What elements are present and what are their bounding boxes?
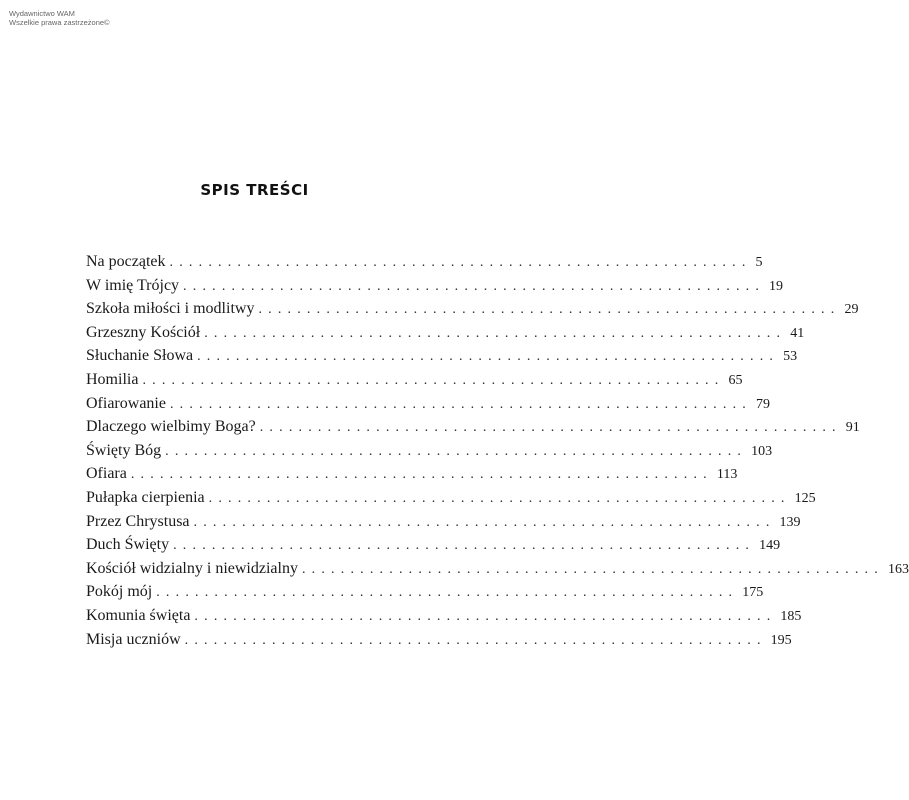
toc-entry-title: Pokój mój	[86, 583, 153, 601]
toc-entry	[86, 488, 816, 513]
toc-dot-leader: ............................................................	[259, 420, 842, 436]
toc-entry	[86, 630, 792, 655]
toc-entry-page-number: 139	[779, 514, 801, 530]
toc-entry	[86, 606, 802, 631]
toc-entry-title: Komunia święta	[86, 606, 191, 624]
copyright-notice: Wszelkie prawa zastrzeżone©	[9, 18, 110, 27]
toc-entry	[86, 559, 909, 584]
toc-entry	[86, 465, 738, 489]
toc-entry-title: Homilia	[86, 370, 139, 388]
toc-entry	[86, 300, 859, 324]
toc-entry-page-number: 53	[783, 349, 798, 365]
toc-dot-leader: ............................................................	[156, 585, 739, 601]
toc-entry-page-number: 5	[755, 255, 763, 270]
toc-entry	[86, 418, 860, 442]
table-of-contents	[86, 253, 909, 654]
toc-entry-title: Ofiarowanie	[86, 394, 166, 412]
toc-entry-page-number: 79	[755, 396, 770, 412]
toc-dot-leader: ............................................................	[173, 538, 756, 554]
toc-entry	[86, 323, 805, 348]
toc-dot-leader: ............................................................	[258, 302, 841, 318]
toc-dot-leader: ............................................................	[130, 467, 713, 483]
toc-dot-leader: ............................................................	[169, 255, 752, 270]
toc-dot-leader: ............................................................	[193, 514, 776, 530]
toc-dot-leader: ............................................................	[169, 396, 752, 412]
toc-entry-page-number: 125	[794, 490, 816, 506]
toc-entry-page-number: 19	[769, 278, 784, 294]
toc-dot-leader: ............................................................	[197, 349, 780, 365]
toc-entry	[86, 253, 763, 277]
toc-entry-title: Grzeszny Kościół	[86, 323, 201, 341]
toc-entry-title: Słuchanie Słowa	[86, 347, 194, 365]
toc-entry-page-number: 103	[751, 443, 773, 459]
toc-entry	[86, 536, 781, 560]
toc-entry-page-number: 65	[728, 372, 743, 388]
toc-entry-page-number: 185	[780, 608, 802, 624]
toc-entry-page-number: 149	[759, 538, 781, 554]
toc-dot-leader: ............................................................	[183, 278, 766, 294]
toc-entry-page-number: 195	[770, 632, 792, 648]
toc-entry-title: Szkoła miłości i modlitwy	[86, 300, 255, 318]
toc-entry-page-number: 113	[716, 467, 738, 483]
toc-entry-title: Pułapka cierpienia	[86, 488, 205, 506]
toc-dot-leader: ............................................................	[142, 372, 725, 388]
toc-dot-leader: ............................................................	[204, 325, 787, 341]
publisher-name: Wydawnictwo WAM	[9, 9, 75, 18]
toc-entry-page-number: 175	[742, 585, 764, 601]
toc-entry-title: Duch Święty	[86, 536, 170, 554]
toc-entry-page-number: 163	[887, 561, 909, 577]
toc-entry	[86, 512, 801, 537]
toc-entry-title: Przez Chrystusa	[86, 512, 190, 530]
toc-entry	[86, 394, 770, 419]
toc-entry-page-number: 29	[844, 302, 859, 318]
toc-entry	[86, 347, 798, 371]
toc-entry-title: Na początek	[86, 253, 166, 270]
toc-entry-title: Ofiara	[86, 465, 127, 483]
toc-entry	[86, 583, 764, 607]
toc-entry	[86, 441, 773, 466]
publisher-note	[9, 9, 110, 27]
toc-entry-title: Kościół widzialny i niewidzialny	[86, 559, 298, 577]
toc-dot-leader: ............................................................	[184, 632, 767, 648]
page-title: SPIS TREŚCI	[200, 181, 309, 199]
toc-entry-title: Dlaczego wielbimy Boga?	[86, 418, 256, 436]
toc-dot-leader: ............................................................	[165, 443, 748, 459]
toc-dot-leader: ............................................................	[194, 608, 777, 624]
toc-dot-leader: ............................................................	[301, 561, 884, 577]
toc-entry	[86, 370, 743, 395]
toc-entry-title: Misja uczniów	[86, 630, 181, 648]
toc-entry-page-number: 41	[790, 325, 805, 341]
toc-entry-title: W imię Trójcy	[86, 276, 180, 294]
toc-entry	[86, 276, 784, 301]
toc-dot-leader: ............................................................	[208, 490, 791, 506]
toc-entry-title: Święty Bóg	[86, 441, 162, 459]
toc-entry-page-number: 91	[845, 420, 860, 436]
